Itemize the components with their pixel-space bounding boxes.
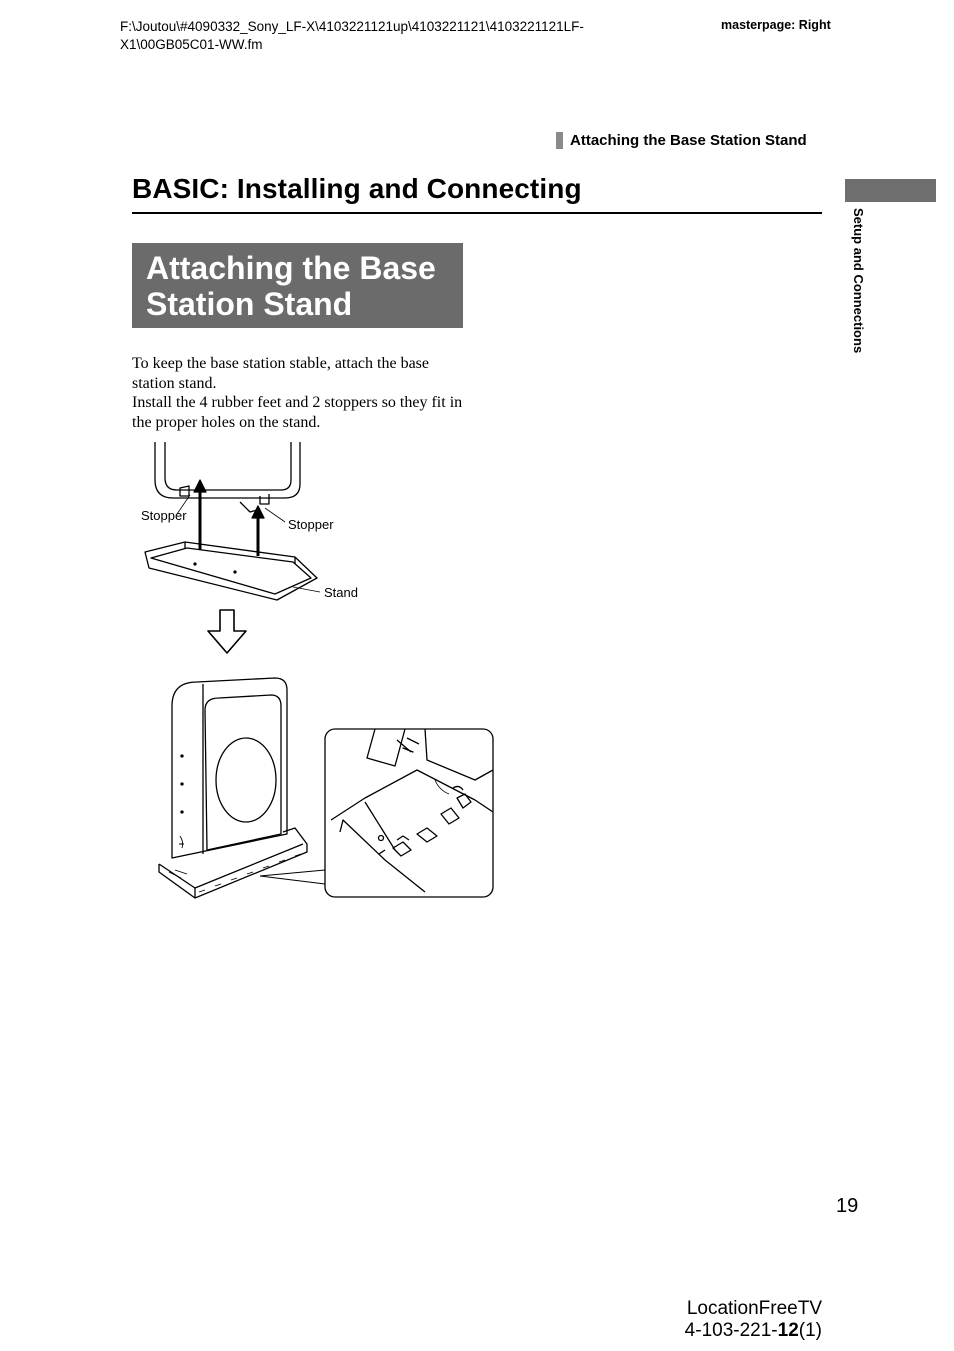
file-path: F:\Joutou\#4090332_Sony_LF-X\4103221121up\4103221121\4103221121LF-X1\00GB05C01-WW.fm (120, 19, 584, 52)
label-stopper-left: Stopper (141, 508, 187, 523)
running-head-text: Attaching the Base Station Stand (570, 132, 807, 149)
section-rule (132, 212, 822, 214)
side-tab (845, 179, 936, 202)
label-stopper-right: Stopper (288, 517, 334, 532)
detail-inset (325, 729, 493, 897)
base-station-front-view (159, 678, 307, 898)
product-info (660, 1298, 822, 1342)
part-bold: 12 (777, 1320, 799, 1341)
stand-illustration (135, 440, 500, 905)
body-paragraph-1: To keep the base station stable, attach the base station stand. (132, 355, 429, 392)
running-head (556, 132, 807, 149)
label-stand: Stand (324, 585, 358, 600)
running-head-bar (556, 132, 563, 149)
section-title: BASIC: Installing and Connecting (132, 173, 582, 204)
arrow-down-icon (208, 610, 246, 653)
page-title-line2: Station Stand (146, 286, 353, 322)
body-text (132, 354, 472, 432)
side-tab-label: Setup and Connections (851, 208, 866, 354)
part-number (660, 1320, 822, 1342)
masterpage-label: masterpage: Right (721, 18, 831, 32)
part-prefix: 4-103-221- (684, 1320, 778, 1341)
product-name: LocationFreeTV (686, 1298, 822, 1319)
part-suffix: (1) (798, 1320, 822, 1341)
page-number: 19 (836, 1195, 859, 1217)
page-title (132, 243, 463, 328)
body-paragraph-2: Install the 4 rubber feet and 2 stoppers so they fit in the proper holes on the stand. (132, 394, 463, 431)
stand-tray (145, 542, 317, 600)
base-station-bottom-view (155, 442, 300, 512)
page-title-line1: Attaching the Base (146, 250, 436, 286)
